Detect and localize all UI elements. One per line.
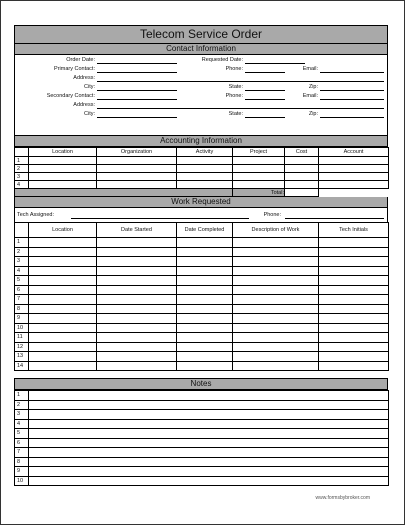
primary-state-field[interactable] [245, 90, 285, 91]
row-number: 8 [15, 457, 29, 467]
row-number: 7 [15, 295, 29, 305]
accounting-total-row [15, 189, 389, 197]
contact-section [14, 55, 388, 135]
row-number-header [15, 148, 29, 157]
work-row [15, 333, 389, 343]
accounting-cell[interactable] [177, 173, 233, 181]
primary-address-field[interactable] [97, 81, 384, 82]
work-header-row [15, 223, 389, 238]
notes-line[interactable] [29, 419, 389, 429]
notes-line[interactable] [29, 476, 389, 486]
accounting-cell[interactable] [233, 165, 285, 173]
work-cell[interactable] [177, 323, 233, 333]
work-table [14, 222, 389, 371]
accounting-row [15, 181, 389, 189]
accounting-cell[interactable] [177, 181, 233, 189]
primary-zip-label: Zip: [308, 84, 318, 90]
notes-row [15, 419, 389, 429]
accounting-cell[interactable] [97, 157, 177, 165]
accounting-cell[interactable] [177, 157, 233, 165]
work-cell[interactable] [29, 276, 97, 286]
accounting-col-activity: Activity [177, 148, 233, 157]
work-row [15, 352, 389, 362]
work-row [15, 285, 389, 295]
secondary-phone-field[interactable] [245, 99, 285, 100]
row-number: 1 [15, 238, 29, 248]
accounting-cell[interactable] [233, 173, 285, 181]
primary-city-field[interactable] [97, 90, 177, 91]
work-cell[interactable] [29, 238, 97, 248]
row-number-header [15, 223, 29, 238]
accounting-cell[interactable] [97, 165, 177, 173]
tech-phone-field[interactable] [285, 218, 384, 219]
accounting-cell[interactable] [29, 157, 97, 165]
work-cell[interactable] [319, 266, 389, 276]
work-col-location: Location [29, 223, 97, 238]
notes-row [15, 438, 389, 448]
secondary-city-label: City: [84, 111, 95, 117]
work-section-header: Work Requested [14, 197, 388, 208]
work-cell[interactable] [97, 238, 177, 248]
work-cell[interactable] [177, 314, 233, 324]
row-number: 3 [15, 173, 29, 181]
row-number: 14 [15, 361, 29, 371]
row-number: 9 [15, 314, 29, 324]
accounting-cell[interactable] [29, 173, 97, 181]
work-col-date-completed: Date Completed [177, 223, 233, 238]
footer-url: www.formsbybroker.com [315, 495, 370, 501]
work-cell[interactable] [319, 342, 389, 352]
notes-row [15, 448, 389, 458]
notes-row [15, 391, 389, 401]
total-spacer [15, 189, 233, 197]
work-cell[interactable] [97, 247, 177, 257]
primary-zip-field[interactable] [320, 90, 384, 91]
form-title: Telecom Service Order [14, 25, 388, 44]
work-cell[interactable] [177, 266, 233, 276]
notes-row [15, 457, 389, 467]
work-cell[interactable] [233, 276, 319, 286]
work-cell[interactable] [319, 314, 389, 324]
accounting-table [14, 147, 389, 197]
row-number: 5 [15, 429, 29, 439]
accounting-cell[interactable] [319, 181, 389, 189]
work-cell[interactable] [233, 257, 319, 267]
row-number: 3 [15, 410, 29, 420]
accounting-col-project: Project [233, 148, 285, 157]
notes-row [15, 400, 389, 410]
notes-table [14, 390, 389, 486]
row-number: 12 [15, 342, 29, 352]
telecom-service-order-form [14, 25, 388, 486]
secondary-zip-field[interactable] [320, 117, 384, 118]
notes-line[interactable] [29, 429, 389, 439]
work-col-tech-initials: Tech Initials [319, 223, 389, 238]
work-cell[interactable] [177, 342, 233, 352]
row-number: 1 [15, 391, 29, 401]
primary-phone-field[interactable] [245, 72, 285, 73]
work-cell[interactable] [29, 361, 97, 371]
row-number: 2 [15, 165, 29, 173]
accounting-col-account: Account [319, 148, 389, 157]
notes-section-header: Notes [14, 378, 388, 390]
row-number: 6 [15, 285, 29, 295]
notes-row [15, 467, 389, 477]
work-cell[interactable] [97, 266, 177, 276]
requested-date-label: Requested Date: [201, 57, 243, 63]
notes-line[interactable] [29, 467, 389, 477]
accounting-col-location: Location [29, 148, 97, 157]
row-number: 2 [15, 400, 29, 410]
accounting-row [15, 157, 389, 165]
work-cell[interactable] [177, 276, 233, 286]
accounting-cell[interactable] [97, 181, 177, 189]
requested-date-field[interactable] [245, 63, 305, 64]
accounting-cell[interactable] [319, 173, 389, 181]
secondary-email-label: Email: [302, 93, 318, 99]
work-cell[interactable] [97, 361, 177, 371]
accounting-cell[interactable] [233, 157, 285, 165]
work-cell[interactable] [319, 352, 389, 362]
notes-line[interactable] [29, 438, 389, 448]
primary-address-label: Address: [73, 75, 95, 81]
row-number: 2 [15, 247, 29, 257]
secondary-zip-label: Zip: [308, 111, 318, 117]
notes-line[interactable] [29, 400, 389, 410]
work-row [15, 323, 389, 333]
secondary-phone-label: Phone: [225, 93, 243, 99]
notes-line[interactable] [29, 448, 389, 458]
work-row [15, 257, 389, 267]
primary-contact-field[interactable] [97, 72, 177, 73]
work-cell[interactable] [97, 342, 177, 352]
notes-line[interactable] [29, 391, 389, 401]
primary-state-label: State: [228, 84, 243, 90]
work-cell[interactable] [97, 323, 177, 333]
work-row [15, 314, 389, 324]
notes-line[interactable] [29, 410, 389, 420]
work-cell[interactable] [233, 361, 319, 371]
work-row [15, 276, 389, 286]
work-cell[interactable] [233, 342, 319, 352]
work-cell[interactable] [177, 238, 233, 248]
work-cell[interactable] [177, 333, 233, 343]
work-cell[interactable] [233, 295, 319, 305]
work-col-description-of-work: Description of Work [233, 223, 319, 238]
tech-assigned-label: Tech Assigned: [17, 212, 54, 218]
row-number: 4 [15, 266, 29, 276]
primary-email-label: Email: [302, 66, 318, 72]
secondary-address-label: Address: [73, 102, 95, 108]
tech-assigned-field[interactable] [71, 218, 249, 219]
secondary-contact-field[interactable] [97, 99, 177, 100]
work-cell[interactable] [319, 238, 389, 248]
total-value[interactable] [285, 189, 319, 197]
primary-contact-label: Primary Contact: [54, 66, 95, 72]
work-cell[interactable] [177, 304, 233, 314]
work-cell[interactable] [29, 323, 97, 333]
work-row [15, 247, 389, 257]
work-cell[interactable] [319, 276, 389, 286]
work-cell[interactable] [177, 257, 233, 267]
accounting-cell[interactable] [233, 181, 285, 189]
work-cell[interactable] [233, 314, 319, 324]
primary-email-field[interactable] [320, 72, 384, 73]
work-cell[interactable] [319, 361, 389, 371]
work-cell[interactable] [233, 285, 319, 295]
accounting-cell[interactable] [177, 165, 233, 173]
accounting-header-row [15, 148, 389, 157]
order-date-label: Order Date: [66, 57, 95, 63]
accounting-cell[interactable] [29, 181, 97, 189]
work-cell[interactable] [97, 276, 177, 286]
row-number: 11 [15, 333, 29, 343]
secondary-state-label: State: [228, 111, 243, 117]
work-cell[interactable] [29, 285, 97, 295]
work-cell[interactable] [319, 304, 389, 314]
row-number: 5 [15, 276, 29, 286]
work-cell[interactable] [29, 247, 97, 257]
work-row [15, 304, 389, 314]
primary-city-label: City: [84, 84, 95, 90]
work-cell[interactable] [29, 352, 97, 362]
notes-line[interactable] [29, 457, 389, 467]
accounting-cell[interactable] [319, 165, 389, 173]
secondary-contact-label: Secondary Contact: [46, 93, 95, 99]
work-cell[interactable] [233, 247, 319, 257]
work-cell[interactable] [319, 295, 389, 305]
primary-phone-label: Phone: [225, 66, 243, 72]
work-cell[interactable] [233, 352, 319, 362]
work-row [15, 342, 389, 352]
work-cell[interactable] [97, 333, 177, 343]
work-cell[interactable] [29, 304, 97, 314]
accounting-col-organization: Organization [97, 148, 177, 157]
row-number: 10 [15, 476, 29, 486]
row-number: 3 [15, 257, 29, 267]
work-cell[interactable] [319, 323, 389, 333]
secondary-city-field[interactable] [97, 117, 177, 118]
accounting-row [15, 165, 389, 173]
work-cell[interactable] [319, 333, 389, 343]
notes-row [15, 429, 389, 439]
work-cell[interactable] [97, 314, 177, 324]
accounting-cell[interactable] [285, 181, 319, 189]
work-cell[interactable] [177, 295, 233, 305]
row-number: 13 [15, 352, 29, 362]
work-cell[interactable] [29, 257, 97, 267]
work-cell[interactable] [233, 238, 319, 248]
work-cell[interactable] [233, 333, 319, 343]
accounting-cell[interactable] [285, 165, 319, 173]
work-cell[interactable] [29, 295, 97, 305]
work-row [15, 238, 389, 248]
work-cell[interactable] [97, 295, 177, 305]
order-date-field[interactable] [97, 63, 177, 64]
work-cell[interactable] [97, 352, 177, 362]
row-number: 6 [15, 438, 29, 448]
secondary-email-field[interactable] [320, 99, 384, 100]
row-number: 8 [15, 304, 29, 314]
work-cell[interactable] [233, 323, 319, 333]
accounting-cell[interactable] [285, 173, 319, 181]
row-number: 4 [15, 181, 29, 189]
work-cell[interactable] [29, 314, 97, 324]
work-cell[interactable] [97, 285, 177, 295]
work-cell[interactable] [97, 304, 177, 314]
work-cell[interactable] [177, 247, 233, 257]
row-number: 7 [15, 448, 29, 458]
work-cell[interactable] [319, 257, 389, 267]
work-cell[interactable] [233, 304, 319, 314]
accounting-cell[interactable] [319, 157, 389, 165]
work-cell[interactable] [97, 257, 177, 267]
accounting-col-cost: Cost [285, 148, 319, 157]
work-cell[interactable] [29, 342, 97, 352]
notes-row [15, 410, 389, 420]
secondary-address-field[interactable] [97, 108, 384, 109]
row-number: 9 [15, 467, 29, 477]
total-label: Total: [233, 189, 285, 197]
work-row [15, 361, 389, 371]
work-cell[interactable] [29, 333, 97, 343]
work-row [15, 295, 389, 305]
work-cell[interactable] [319, 285, 389, 295]
tech-assigned-row [14, 208, 388, 222]
row-number: 10 [15, 323, 29, 333]
contact-section-header: Contact Information [14, 44, 388, 55]
tech-phone-label: Phone: [263, 212, 281, 218]
work-cell[interactable] [177, 352, 233, 362]
accounting-section-header: Accounting Information [14, 135, 388, 147]
work-cell[interactable] [233, 266, 319, 276]
notes-row [15, 476, 389, 486]
work-row [15, 266, 389, 276]
row-number: 4 [15, 419, 29, 429]
work-col-date-started: Date Started [97, 223, 177, 238]
work-cell[interactable] [177, 361, 233, 371]
accounting-cell[interactable] [97, 173, 177, 181]
row-number: 1 [15, 157, 29, 165]
accounting-cell[interactable] [285, 157, 319, 165]
accounting-cell[interactable] [29, 165, 97, 173]
work-cell[interactable] [177, 285, 233, 295]
work-cell[interactable] [319, 247, 389, 257]
work-cell[interactable] [29, 266, 97, 276]
secondary-state-field[interactable] [245, 117, 285, 118]
accounting-row [15, 173, 389, 181]
